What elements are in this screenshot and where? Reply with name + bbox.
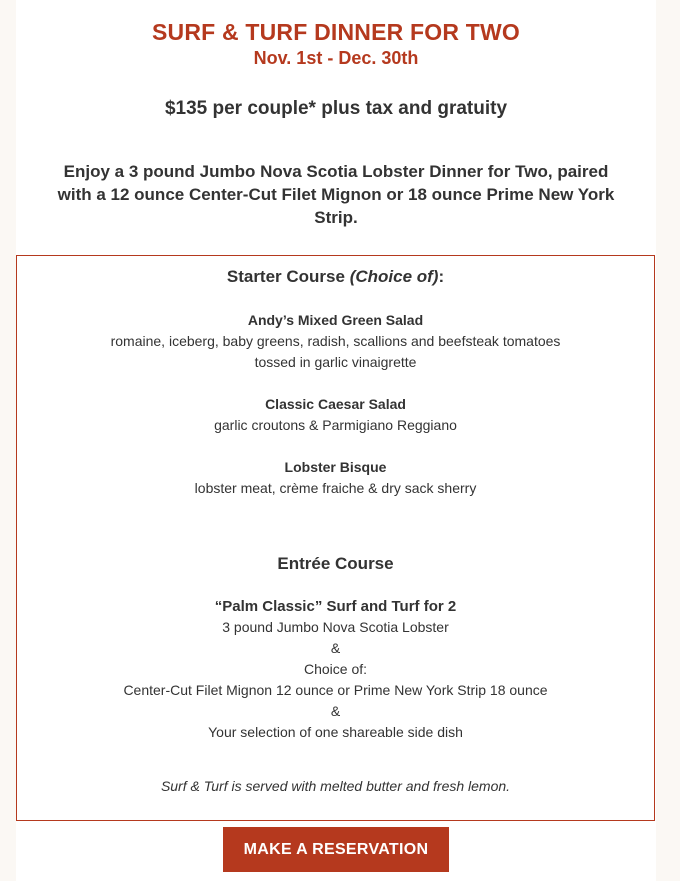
starter-course-heading	[17, 266, 654, 288]
starter-heading-prefix: Starter Course	[226, 267, 350, 286]
dish-description: garlic croutons & Parmigiano Reggiano	[214, 417, 457, 433]
promo-intro: Enjoy a 3 pound Jumbo Nova Scotia Lobster Dinner for Two, paired with a 12 ounce Center-Cut Filet Mignon or 18 ounce Prime New York Strip.	[57, 162, 615, 227]
starter-dish-caesar-salad	[17, 394, 654, 436]
dish-name: Classic Caesar Salad	[265, 396, 406, 412]
dish-description: &	[330, 640, 341, 656]
dish-description: Center-Cut Filet Mignon 12 ounce or Prime New York Strip 18 ounce	[123, 682, 548, 698]
entree-dish-surf-and-turf	[17, 596, 654, 743]
dish-description: Your selection of one shareable side dish	[208, 724, 463, 740]
starter-heading-choice: (Choice of)	[349, 267, 439, 286]
starter-dish-lobster-bisque	[17, 457, 654, 499]
starter-heading-suffix: :	[438, 267, 445, 286]
dish-name: Andy’s Mixed Green Salad	[247, 312, 424, 328]
serving-footnote: Surf & Turf is served with melted butter and fresh lemon.	[160, 778, 511, 794]
dish-description: &	[330, 703, 341, 719]
entree-course-heading: Entrée Course	[277, 554, 394, 573]
dish-description: romaine, iceberg, baby greens, radish, scallions and beefsteak tomatoes	[110, 333, 561, 349]
make-reservation-button[interactable]: MAKE A RESERVATION	[223, 827, 449, 872]
promo-price: $135 per couple* plus tax and gratuity	[164, 98, 508, 119]
dish-description: 3 pound Jumbo Nova Scotia Lobster	[222, 619, 449, 635]
menu-box	[16, 255, 655, 821]
dish-name: Lobster Bisque	[284, 459, 387, 475]
promo-dates: Nov. 1st - Dec. 30th	[253, 48, 419, 68]
dish-name: “Palm Classic” Surf and Turf for 2	[214, 598, 457, 615]
dish-description: lobster meat, crème fraiche & dry sack sherry	[194, 480, 477, 496]
dish-description: Choice of:	[303, 661, 368, 677]
dish-description: tossed in garlic vinaigrette	[254, 354, 417, 370]
starter-dish-mixed-green-salad	[17, 310, 654, 373]
promo-title: SURF & TURF DINNER FOR TWO	[151, 19, 521, 45]
